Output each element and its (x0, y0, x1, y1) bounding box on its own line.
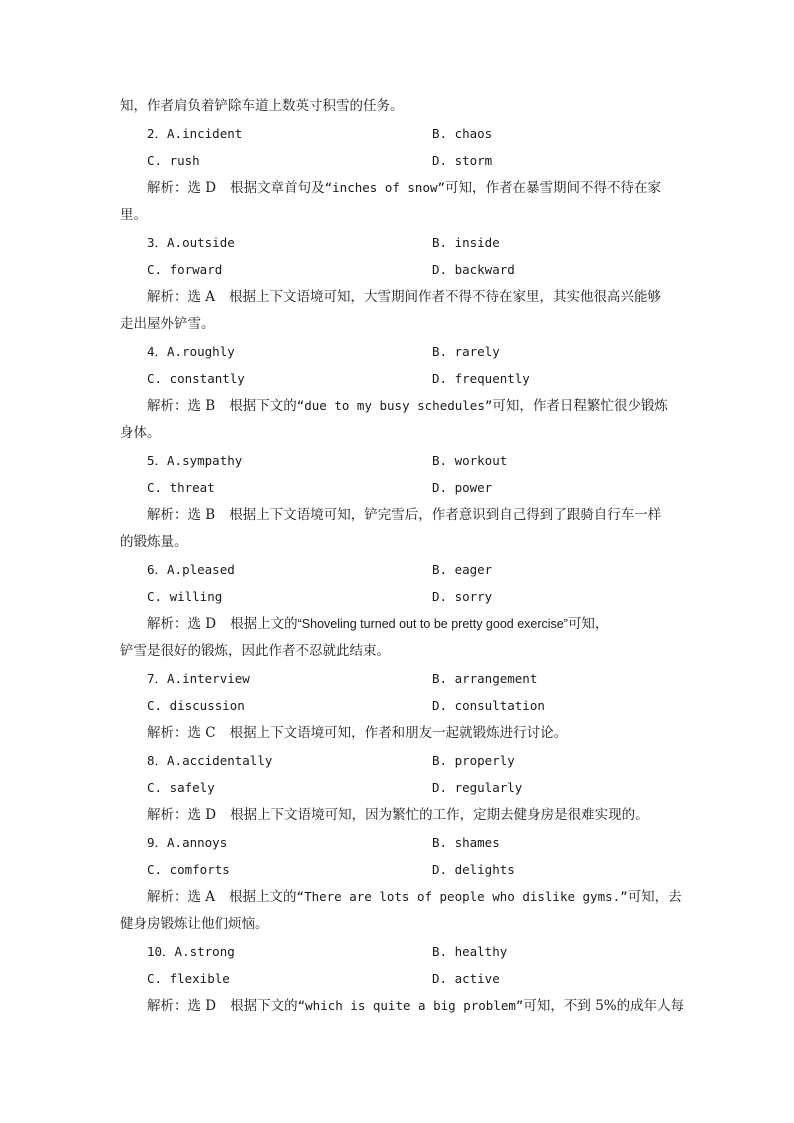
q5-explanation-cont: 的锻炼量。 (120, 534, 188, 550)
q9-answer: 解析：选 A (147, 889, 216, 905)
q7-explanation (147, 724, 676, 742)
q10-explanation (147, 997, 685, 1015)
q4-option-a: 4．A.roughly (147, 344, 235, 359)
q4-option-b: B. rarely (432, 344, 500, 359)
q3-option-b: B. inside (432, 235, 500, 250)
q4-expl-suffix: 可知，作者日程繁忙很少锻炼 (492, 398, 668, 414)
q7-option-d: D. consultation (432, 698, 545, 713)
q3-option-a: 3．A.outside (147, 235, 235, 250)
q4-option-d: D. frequently (432, 371, 530, 386)
intro-line: 知，作者肩负着铲除车道上数英寸积雪的任务。 (120, 98, 404, 114)
q7-option-a: 7．A.interview (147, 671, 250, 686)
q8-explanation (147, 806, 676, 824)
q9-option-a: 9．A.annoys (147, 835, 228, 850)
q8-option-a: 8．A.accidentally (147, 753, 273, 768)
q2-option-d: D. storm (432, 153, 493, 168)
q9-option-d: D. delights (432, 862, 515, 877)
q3-option-d: D. backward (432, 262, 515, 277)
q2-explanation-cont: 里。 (120, 207, 147, 223)
q2-answer: 解析：选 D (147, 180, 217, 196)
q2-explanation (147, 179, 676, 197)
q4-quote: “due to my busy schedules” (296, 398, 493, 413)
q6-option-c: C. willing (147, 589, 223, 604)
q6-explanation (147, 615, 676, 633)
q9-quote: “There are lots of people who dislike gyms.” (296, 889, 628, 904)
q4-expl-prefix: 根据下文的 (229, 398, 297, 414)
q6-option-b: B. eager (432, 562, 493, 577)
q5-option-a: 5．A.sympathy (147, 453, 243, 468)
q5-option-d: D. power (432, 480, 493, 495)
q8-option-b: B. properly (432, 753, 515, 768)
q10-expl-prefix: 根据下文的 (230, 998, 298, 1014)
q3-explanation (147, 288, 676, 306)
q4-option-c: C. constantly (147, 371, 245, 386)
q9-explanation-cont: 健身房锻炼让他们烦恼。 (120, 916, 269, 932)
q3-answer: 解析：选 A (147, 289, 216, 305)
q10-option-c: C. flexible (147, 971, 230, 986)
q2-option-a: 2．A.incident (147, 126, 243, 141)
q4-explanation (147, 397, 676, 415)
q8-option-d: D. regularly (432, 780, 523, 795)
q9-option-c: C. comforts (147, 862, 230, 877)
q6-explanation-cont: 铲雪是很好的锻炼，因此作者不忍就此结束。 (120, 643, 390, 659)
q2-expl-prefix: 根据文章首句及 (230, 180, 325, 196)
q6-quote: “Shoveling turned out to be pretty good exercise” (297, 617, 568, 631)
q5-answer: 解析：选 B (147, 507, 216, 523)
q5-option-c: C. threat (147, 480, 215, 495)
q4-explanation-cont: 身体。 (120, 425, 161, 441)
q8-option-c: C. safely (147, 780, 215, 795)
q7-answer: 解析：选 C (147, 725, 216, 741)
q8-answer: 解析：选 D (147, 807, 217, 823)
q2-quote: “inches of snow” (324, 180, 446, 195)
q8-expl-prefix: 根据上下文语境可知，因为繁忙的工作，定期去健身房是很难实现的。 (230, 807, 649, 823)
q9-explanation (147, 888, 682, 906)
q10-option-b: B. healthy (432, 944, 508, 959)
q3-expl-prefix: 根据上下文语境可知，大雪期间作者不得不待在家里，其实他很高兴能够 (229, 289, 662, 305)
q6-expl-prefix: 根据上文的 (230, 616, 298, 632)
q5-expl-prefix: 根据上下文语境可知，铲完雪后，作者意识到自己得到了跟骑自行车一样 (229, 507, 662, 523)
q4-answer: 解析：选 B (147, 398, 216, 414)
q6-option-d: D. sorry (432, 589, 493, 604)
q10-answer: 解析：选 D (147, 998, 217, 1014)
q7-option-b: B. arrangement (432, 671, 538, 686)
q7-option-c: C. discussion (147, 698, 245, 713)
q3-explanation-cont: 走出屋外铲雪。 (120, 316, 215, 332)
q10-option-a: 10．A.strong (147, 944, 235, 959)
q7-expl-prefix: 根据上下文语境可知，作者和朋友一起就锻炼进行讨论。 (229, 725, 568, 741)
q10-option-d: D. active (432, 971, 500, 986)
q9-expl-suffix: 可知，去 (627, 889, 682, 905)
q2-expl-suffix: 可知，作者在暴雪期间不得不待在家 (445, 180, 662, 196)
q2-option-b: B. chaos (432, 126, 493, 141)
q10-quote: “which is quite a big problem” (297, 998, 524, 1013)
q5-explanation (147, 506, 676, 524)
q9-option-b: B. shames (432, 835, 500, 850)
q9-expl-prefix: 根据上文的 (229, 889, 297, 905)
q3-option-c: C. forward (147, 262, 223, 277)
q2-option-c: C. rush (147, 153, 200, 168)
q6-answer: 解析：选 D (147, 616, 217, 632)
q10-expl-suffix: 可知，不到 5%的成年人每 (523, 998, 685, 1014)
q5-option-b: B. workout (432, 453, 508, 468)
q6-expl-suffix: 可知， (567, 616, 609, 632)
q6-option-a: 6．A.pleased (147, 562, 235, 577)
